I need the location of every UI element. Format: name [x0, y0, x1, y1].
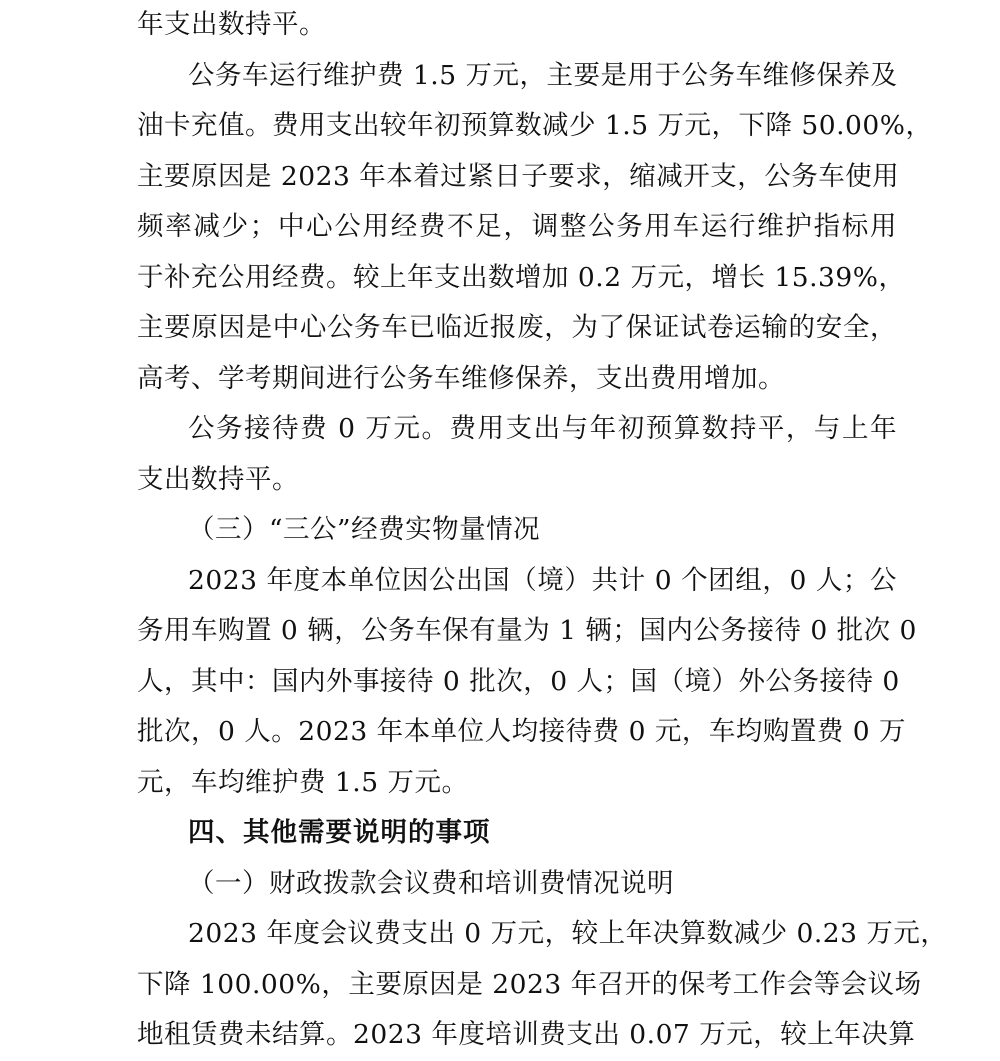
text-line: 务用车购置 0 辆，公务车保有量为 1 辆；国内公务接待 0 批次 0 [137, 615, 917, 646]
text-line: 支出数持平。 [137, 463, 299, 495]
text-line: 下降 100.00%，主要原因是 2023 年召开的保考工作会等会议场 [137, 968, 922, 1000]
text-line: 主要原因是 2023 年本着过紧日子要求，缩减开支，公务车使用 [137, 160, 900, 192]
text-line: 油卡充值。费用支出较年初预算数减少 1.5 万元，下降 50.00%， [137, 110, 933, 141]
text-line: 主要原因是中心公务车已临近报废，为了保证试卷运输的安全， [137, 312, 897, 343]
text-line: 人，其中：国内外事接待 0 批次，0 人；国（境）外公务接待 0 [137, 665, 900, 697]
text-line: 2023 年度会议费支出 0 万元，较上年决算数减少 0.23 万元， [188, 918, 948, 949]
text-line: 元，车均维护费 1.5 万元。 [137, 766, 469, 798]
text-line: 地租赁费未结算。2023 年度培训费支出 0.07 万元，较上年决算 [137, 1019, 916, 1050]
text-line: 频率减少；中心公用经费不足，调整公务用车运行维护指标用 [137, 211, 897, 242]
section-subheading: （一）财政拨款会议费和培训费情况说明 [188, 867, 674, 899]
text-line: 公务车运行维护费 1.5 万元，主要是用于公务车维修保养及 [188, 59, 898, 91]
text-line: 批次，0 人。2023 年本单位人均接待费 0 元，车均购置费 0 万 [137, 716, 907, 747]
text-line: 高考、学考期间进行公务车维修保养，支出费用增加。 [137, 362, 785, 394]
section-subheading: （三）“三公”经费实物量情况 [188, 514, 541, 545]
section-heading: 四、其他需要说明的事项 [188, 817, 491, 848]
text-line: 年支出数持平。 [137, 9, 326, 40]
text-line: 2023 年度本单位因公出国（境）共计 0 个团组，0 人；公 [188, 564, 897, 596]
text-line: 于补充公用经费。较上年支出数增加 0.2 万元，增长 15.39%， [137, 261, 906, 293]
text-line: 公务接待费 0 万元。费用支出与年初预算数持平，与上年 [188, 413, 897, 444]
